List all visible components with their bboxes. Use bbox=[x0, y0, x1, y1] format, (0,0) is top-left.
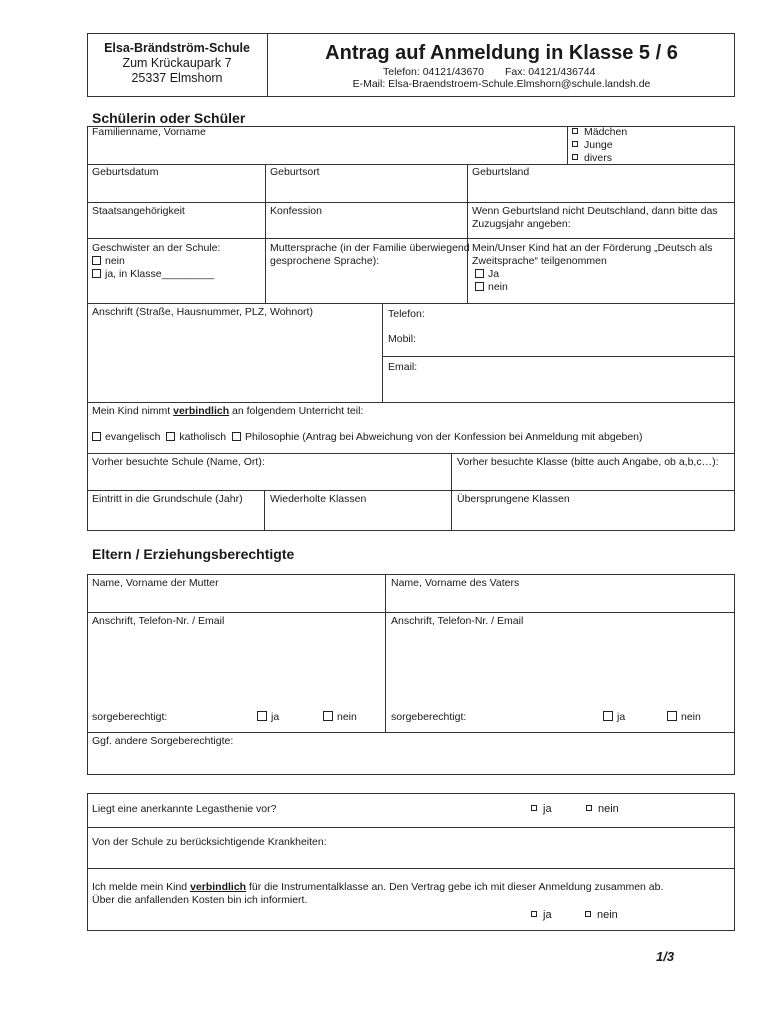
lesson-statement: Mein Kind nimmt verbindlich an folgendem Unterricht teil: bbox=[92, 405, 364, 417]
siblings-label: Geschwister an der Schule: bbox=[92, 242, 221, 254]
checkbox-icon[interactable] bbox=[585, 911, 591, 917]
gender-options bbox=[572, 126, 627, 165]
father-custody-yes[interactable]: ja bbox=[603, 711, 625, 724]
checkbox-icon[interactable] bbox=[572, 141, 578, 147]
checkbox-icon[interactable] bbox=[667, 711, 677, 721]
primary-entry-label: Eintritt in die Grundschule (Jahr) bbox=[92, 493, 243, 505]
divider bbox=[87, 827, 735, 828]
father-custody-no[interactable]: nein bbox=[667, 711, 701, 724]
checkbox-icon[interactable] bbox=[92, 256, 101, 265]
dyslexia-label: Liegt eine anerkannte Legasthenie vor? bbox=[92, 803, 277, 815]
daz-label: Mein/Unser Kind hat an der Förderung „Deutsch als Zweitsprache“ teilgenommen bbox=[472, 242, 713, 267]
school-phone: Telefon: 04121/43670 bbox=[383, 66, 485, 78]
birthdate-label: Geburtsdatum bbox=[92, 166, 159, 178]
divider bbox=[87, 164, 735, 165]
divider bbox=[264, 490, 265, 531]
checkbox-icon[interactable] bbox=[475, 282, 484, 291]
divider bbox=[87, 868, 735, 869]
gender-option-diverse[interactable]: divers bbox=[572, 152, 627, 165]
student-name-label: Familienname, Vorname bbox=[92, 126, 206, 138]
checkbox-icon[interactable] bbox=[572, 128, 578, 134]
parents-heading: Eltern / Erziehungsberechtigte bbox=[92, 546, 295, 562]
prev-school-label: Vorher besuchte Schule (Name, Ort): bbox=[92, 456, 265, 468]
school-fax: Fax: 04121/436744 bbox=[504, 66, 596, 78]
daz-cell bbox=[472, 242, 730, 294]
repeated-label: Wiederholte Klassen bbox=[270, 493, 367, 505]
gender-option-boy[interactable]: Junge bbox=[572, 139, 627, 152]
daz-yes-option[interactable]: Ja bbox=[475, 268, 730, 281]
music-bold: verbindlich bbox=[190, 881, 247, 893]
checkbox-icon[interactable] bbox=[166, 432, 175, 441]
lesson-option-catholic[interactable]: katholisch bbox=[166, 431, 226, 443]
music-yes[interactable]: ja bbox=[531, 909, 552, 922]
school-address bbox=[87, 41, 267, 86]
divider bbox=[87, 490, 735, 491]
siblings-yes-option[interactable]: ja, in Klasse_________ bbox=[92, 268, 220, 281]
divider bbox=[382, 303, 383, 402]
checkbox-icon[interactable] bbox=[257, 711, 267, 721]
dyslexia-yes[interactable]: ja bbox=[531, 803, 552, 816]
checkbox-icon[interactable] bbox=[586, 805, 592, 811]
mother-name-label: Name, Vorname der Mutter bbox=[92, 577, 219, 589]
father-name-label: Name, Vorname des Vaters bbox=[391, 577, 520, 589]
music-no[interactable]: nein bbox=[585, 909, 618, 922]
skipped-label: Übersprungene Klassen bbox=[457, 493, 570, 505]
checkbox-icon[interactable] bbox=[475, 269, 484, 278]
school-name: Elsa-Brändström-Schule bbox=[104, 41, 250, 55]
birthcountry-label: Geburtsland bbox=[472, 166, 530, 178]
religion-label: Konfession bbox=[270, 205, 322, 217]
email-label: Email: bbox=[388, 361, 418, 373]
mother-custody-label: sorgeberechtigt: bbox=[92, 711, 168, 723]
divider bbox=[87, 453, 735, 454]
divider bbox=[87, 303, 735, 304]
contact-line bbox=[383, 66, 595, 78]
checkbox-icon[interactable] bbox=[92, 432, 101, 441]
form-title: Antrag auf Anmeldung in Klasse 5 / 6 bbox=[325, 42, 678, 64]
divider bbox=[382, 356, 735, 357]
father-custody-label: sorgeberechtigt: bbox=[391, 711, 467, 723]
moving-year-label: Wenn Geburtsland nicht Deutschland, dann bitte das Zuzugsjahr angeben: bbox=[472, 205, 718, 230]
student-table bbox=[87, 126, 735, 531]
school-email: E-Mail: Elsa-Braendstroem-Schule.Elmshorn@schule.landsh.de bbox=[352, 78, 651, 90]
checkbox-icon[interactable] bbox=[323, 711, 333, 721]
mother-custody-no[interactable]: nein bbox=[323, 711, 357, 724]
divider bbox=[87, 402, 735, 403]
divider bbox=[87, 612, 735, 613]
daz-no-option[interactable]: nein bbox=[475, 281, 730, 294]
checkbox-icon[interactable] bbox=[232, 432, 241, 441]
illness-label: Von der Schule zu berücksichtigende Krankheiten: bbox=[92, 836, 327, 848]
divider bbox=[567, 126, 568, 164]
divider bbox=[467, 164, 468, 304]
divider bbox=[385, 574, 386, 732]
music-costs: Über die anfallenden Kosten bin ich informiert. bbox=[92, 894, 308, 906]
birthplace-label: Geburtsort bbox=[270, 166, 320, 178]
mobile-label: Mobil: bbox=[388, 333, 417, 345]
divider bbox=[87, 732, 735, 733]
nationality-label: Staatsangehörigkeit bbox=[92, 205, 185, 217]
school-city: 25337 Elmshorn bbox=[131, 71, 223, 85]
other-custody-label: Ggf. andere Sorgeberechtigte: bbox=[92, 735, 234, 747]
checkbox-icon[interactable] bbox=[92, 269, 101, 278]
siblings-cell bbox=[92, 242, 220, 281]
divider bbox=[265, 164, 266, 304]
lesson-options bbox=[92, 431, 643, 444]
address-label: Anschrift (Straße, Hausnummer, PLZ, Wohnort) bbox=[92, 306, 313, 318]
mother-address-label: Anschrift, Telefon-Nr. / Email bbox=[92, 615, 225, 627]
student-heading: Schülerin oder Schüler bbox=[92, 110, 246, 126]
father-address-label: Anschrift, Telefon-Nr. / Email bbox=[391, 615, 524, 627]
school-street: Zum Krückaupark 7 bbox=[122, 56, 232, 70]
gender-option-girl[interactable]: Mädchen bbox=[572, 126, 627, 139]
checkbox-icon[interactable] bbox=[531, 911, 537, 917]
lesson-bold: verbindlich bbox=[173, 405, 230, 417]
page-number: 1/3 bbox=[656, 949, 675, 964]
phone-label: Telefon: bbox=[388, 308, 425, 320]
music-statement: Ich melde mein Kind verbindlich für die Instrumentalklasse an. Den Vertrag gebe ich mit dieser Anmeldung zusammen ab. bbox=[92, 881, 664, 893]
lesson-option-philosophy[interactable]: Philosophie (Antrag bei Abweichung von der Konfession bei Anmeldung mit abgeben) bbox=[232, 431, 643, 443]
mother-tongue-label: Muttersprache (in der Familie überwiegend gesprochene Sprache): bbox=[270, 242, 470, 267]
prev-class-label: Vorher besuchte Klasse (bitte auch Angabe, ob a,b,c…): bbox=[457, 456, 719, 468]
checkbox-icon[interactable] bbox=[531, 805, 537, 811]
checkbox-icon[interactable] bbox=[603, 711, 613, 721]
divider bbox=[451, 453, 452, 531]
dyslexia-no[interactable]: nein bbox=[586, 803, 619, 816]
divider bbox=[87, 238, 735, 239]
checkbox-icon[interactable] bbox=[572, 154, 578, 160]
siblings-no-option[interactable]: nein bbox=[92, 255, 220, 268]
divider bbox=[87, 202, 735, 203]
mother-custody-yes[interactable]: ja bbox=[257, 711, 279, 724]
lesson-option-protestant[interactable]: evangelisch bbox=[92, 431, 160, 443]
